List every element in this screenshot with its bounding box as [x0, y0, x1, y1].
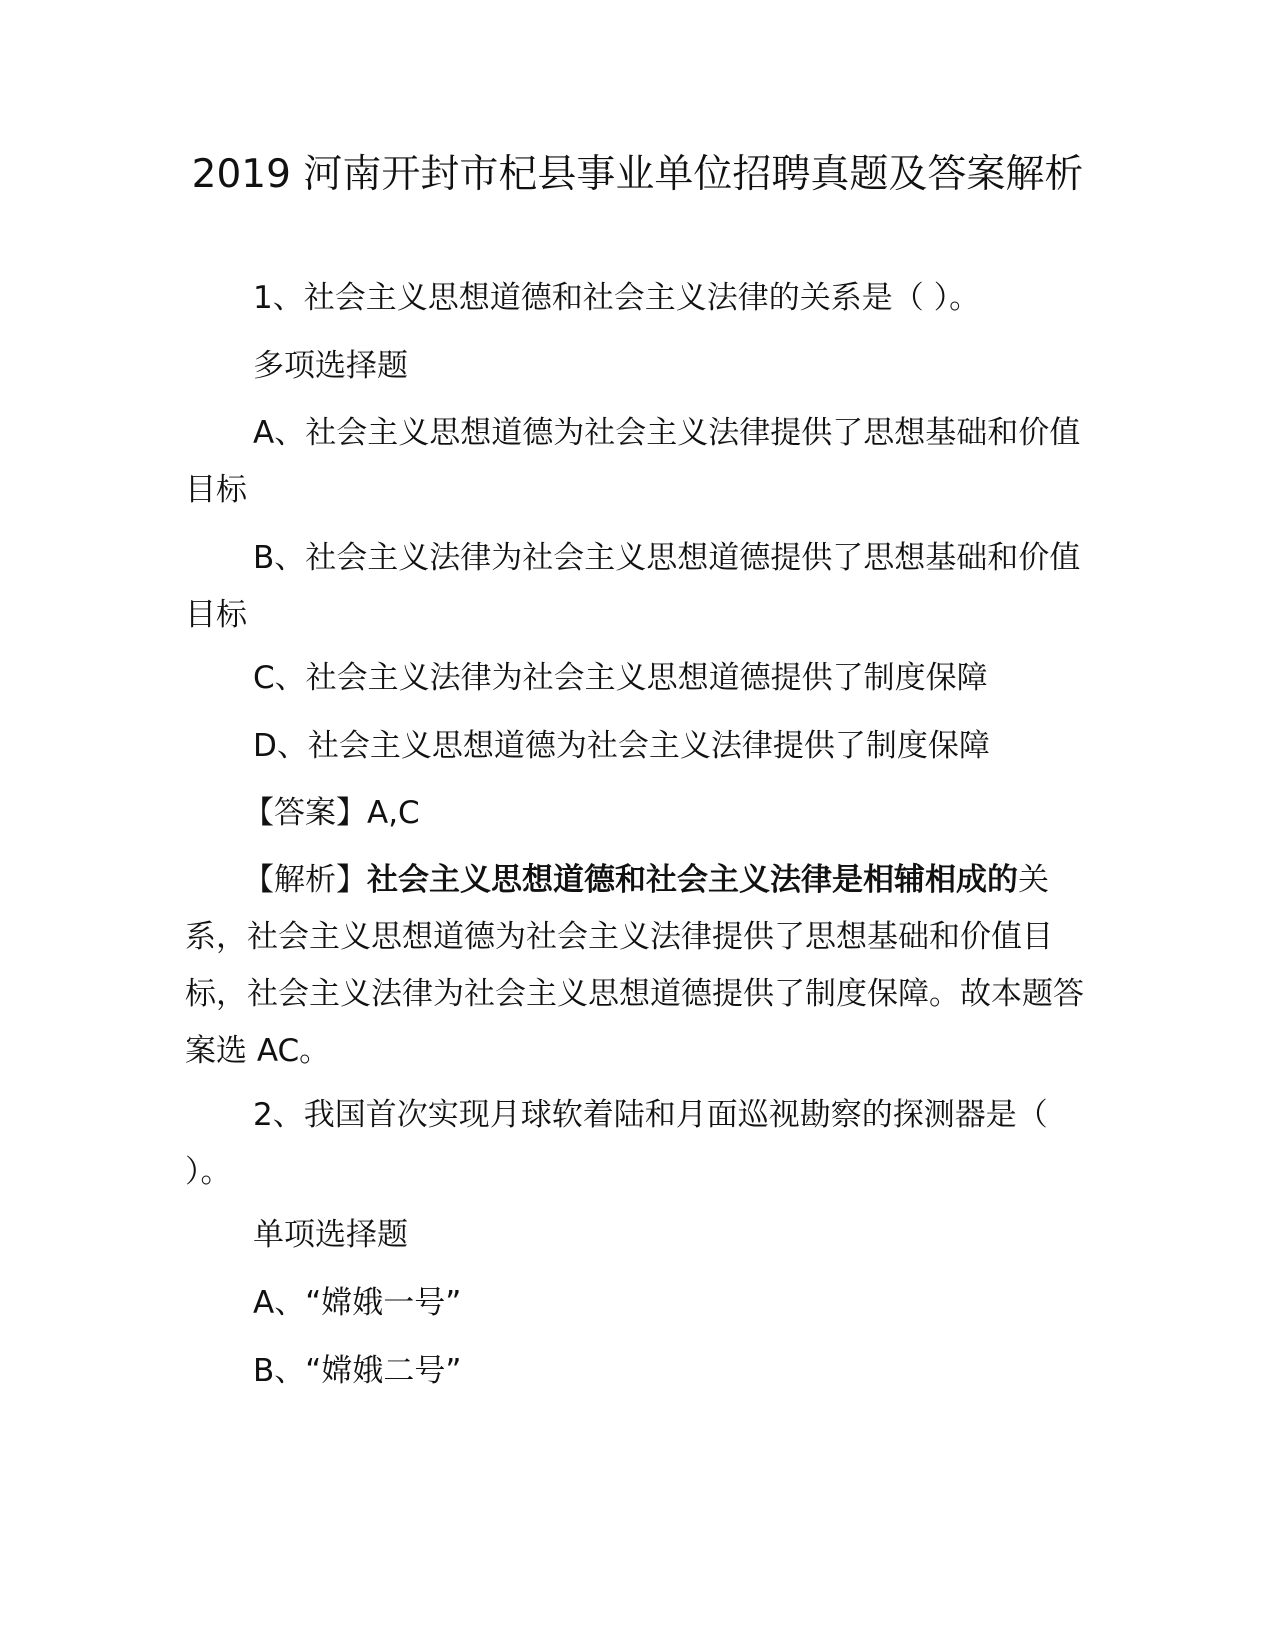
question-1-option-d: D、社会主义思想道德为社会主义法律提供了制度保障: [253, 728, 990, 764]
question-1-analysis: [185, 852, 1090, 1080]
question-1-option-a: A、社会主义思想道德为社会主义法律提供了思想基础和价值目标: [185, 415, 1081, 508]
question-2-option-b: B、“嫦娥二号”: [253, 1353, 462, 1389]
question-1-option-c: C、社会主义法律为社会主义思想道德提供了制度保障: [253, 660, 988, 696]
question-2-option-a: A、“嫦娥一号”: [253, 1285, 462, 1321]
question-1-type: 多项选择题: [253, 348, 408, 384]
question-1-answer: 【答案】A,C: [243, 795, 420, 831]
question-1-option-b: B、社会主义法律为社会主义思想道德提供了思想基础和价值目标: [185, 540, 1081, 633]
question-2-type: 单项选择题: [253, 1217, 408, 1253]
question-2-stem: 2、我国首次实现月球软着陆和月面巡视勘察的探测器是（ ）。: [185, 1097, 1048, 1190]
document-title: 2019 河南开封市杞县事业单位招聘真题及答案解析: [191, 152, 1084, 197]
question-1-stem: 1、社会主义思想道德和社会主义法律的关系是（ ）。: [253, 280, 981, 316]
analysis-label: 【解析】: [243, 862, 367, 898]
analysis-text: 关系，社会主义思想道德为社会主义法律提供了思想基础和价值目标，社会主义法律为社会主义思想道德提供了制度保障。故本题答案选 AC。: [185, 862, 1084, 1069]
analysis-bold-text: 社会主义思想道德和社会主义法律是相辅相成的: [367, 862, 1018, 898]
